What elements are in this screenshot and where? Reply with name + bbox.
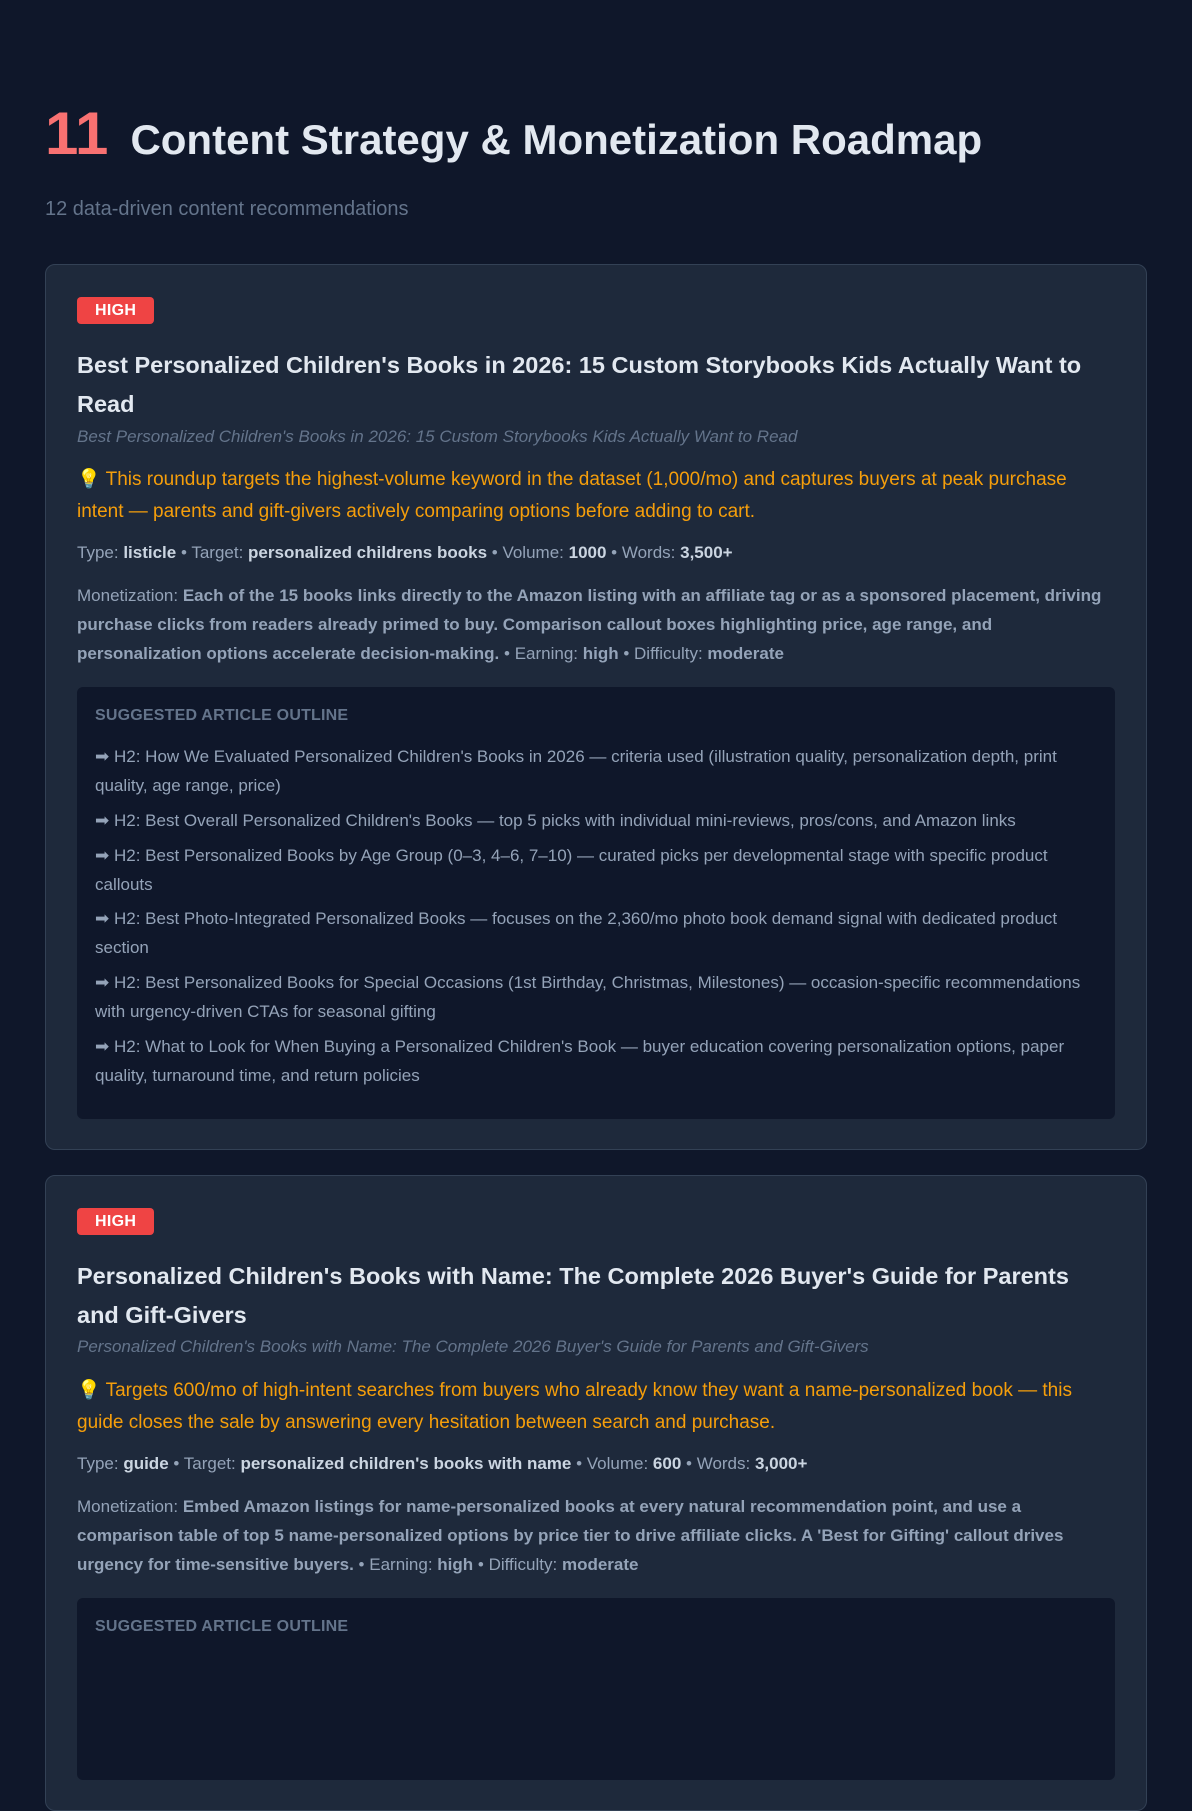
arrow-right-icon: ➡ (95, 1037, 110, 1057)
seo-title: Best Personalized Children's Books in 2026: 15 Custom Storybooks Kids Actually Want to Read (77, 426, 798, 446)
outline-item-text: H2: What to Look for When Buying a Personalized Children's Book — buyer education covering personalization options, paper quality, turnaround time, and return policies (95, 1037, 1065, 1085)
arrow-right-icon: ➡ (95, 747, 110, 767)
insight (77, 1375, 1115, 1438)
card-title: Best Personalized Children's Books in 2026: 15 Custom Storybooks Kids Actually Want to Read (77, 352, 1082, 417)
earning-label: Earning: (369, 1554, 438, 1574)
outline-item-text: H2: How We Evaluated Personalized Children's Books in 2026 — criteria used (illustration quality, personalization depth, print quality, age range, price) (95, 747, 1057, 795)
insight (77, 464, 1115, 527)
outline-item-text: H2: Best Photo-Integrated Personalized Books — focuses on the 2,360/mo photo book demand signal with dedicated product section (95, 909, 1058, 958)
outline-list (95, 743, 1097, 1091)
recommendation-card (45, 1175, 1147, 1811)
outline-item (95, 969, 1097, 1027)
type-label: Type: (77, 543, 124, 563)
outline-heading: SUGGESTED ARTICLE OUTLINE (95, 707, 349, 725)
recommendation-card (45, 264, 1147, 1150)
target-label: Target: (191, 543, 249, 563)
volume-value: 1000 (568, 543, 607, 563)
section-subtitle: 12 data-driven content recommendations (45, 198, 409, 220)
lightbulb-icon: 💡 (77, 469, 101, 491)
difficulty-label: Difficulty: (488, 1554, 562, 1574)
arrow-right-icon: ➡ (95, 810, 110, 830)
card-title: Personalized Children's Books with Name: The Complete 2026 Buyer's Guide for Parents and Gift-Givers (77, 1262, 1069, 1328)
separator: • (499, 644, 515, 664)
separator: • (618, 644, 635, 664)
volume-label: Volume: (502, 543, 569, 563)
section-header (45, 100, 1147, 167)
seo-title: Personalized Children's Books with Name: The Complete 2026 Buyer's Guide for Parents and Gift-Givers (77, 1337, 869, 1357)
difficulty-label: Difficulty: (634, 644, 708, 664)
outline-item (95, 842, 1097, 900)
separator: • (571, 1453, 587, 1473)
monetization-value: Each of the 15 books links directly to the Amazon listing with an affiliate tag or as a sponsored placement, driving purchase clicks from readers already primed to buy. Comparison callout boxes highlighting price, age range, and personalization options accelerate decision-making. (77, 586, 1102, 664)
meta-line (77, 539, 1115, 566)
arrow-right-icon: ➡ (95, 973, 110, 993)
arrow-right-icon: ➡ (95, 909, 110, 929)
outline-item-text: H2: Best Personalized Books for Special Occasions (1st Birthday, Christmas, Milestones) — occasion-specific recommendations with urgency-driven CTAs for seasonal gifting (95, 973, 1081, 1022)
type-value: listicle (123, 543, 177, 563)
section-title: Content Strategy & Monetization Roadmap (130, 116, 983, 163)
target-value: personalized childrens books (248, 543, 488, 563)
outline-item (95, 1033, 1097, 1091)
words-value: 3,000+ (754, 1453, 808, 1473)
monetization-label: Monetization: (77, 1497, 183, 1517)
outline-item (95, 743, 1097, 801)
recommendation-list (45, 264, 1147, 1811)
separator: • (473, 1554, 489, 1574)
separator: • (606, 543, 622, 563)
lightbulb-icon: 💡 (77, 1380, 101, 1402)
words-label: Words: (696, 1453, 755, 1473)
volume-value: 600 (652, 1453, 682, 1473)
meta-line (77, 1450, 1115, 1477)
priority-badge: HIGH (77, 297, 154, 324)
insight-text: Targets 600/mo of high-intent searches from buyers who already know they want a name-personalized book — this guide closes the sale by answering every hesitation between search and purchase. (77, 1380, 1072, 1433)
separator: • (487, 543, 503, 563)
separator: • (176, 543, 192, 563)
type-label: Type: (77, 1453, 124, 1473)
monetization-label: Monetization: (77, 586, 183, 606)
earning-value: high (582, 644, 619, 664)
separator: • (353, 1554, 370, 1574)
insight-text: This roundup targets the highest-volume keyword in the dataset (1,000/mo) and captures buyers at peak purchase intent — parents and gift-givers actively comparing options before adding to cart. (77, 469, 1067, 522)
outline-item-text: H2: Best Personalized Books by Age Group (0–3, 4–6, 7–10) — curated picks per developmental stage with specific product callouts (95, 845, 1048, 894)
outline-heading: SUGGESTED ARTICLE OUTLINE (95, 1617, 349, 1635)
monetization-value: Embed Amazon listings for name-personalized books at every natural recommendation point, and use a comparison table of top 5 name-personalized options by price tier to drive affiliate clicks. A 'Best for Gifting' callout drives urgency for time-sensitive buyers. (77, 1497, 1064, 1574)
difficulty-value: moderate (561, 1554, 639, 1574)
monetization-line (77, 1493, 1115, 1580)
words-value: 3,500+ (680, 543, 733, 563)
separator: • (168, 1453, 184, 1473)
outline-item (95, 807, 1097, 836)
target-value: personalized children's books with name (240, 1453, 572, 1473)
section-number: 11 (45, 100, 109, 167)
earning-label: Earning: (514, 644, 583, 664)
outline-item-text: H2: Best Overall Personalized Children's Books — top 5 picks with individual mini-reviews, pros/cons, and Amazon links (113, 810, 1016, 830)
words-label: Words: (621, 543, 681, 563)
priority-badge: HIGH (77, 1208, 154, 1235)
target-label: Target: (183, 1453, 241, 1473)
volume-label: Volume: (586, 1453, 653, 1473)
article-outline (77, 687, 1115, 1119)
outline-item (95, 905, 1097, 963)
monetization-line (77, 582, 1115, 669)
type-value: guide (123, 1453, 169, 1473)
separator: • (681, 1453, 697, 1473)
difficulty-value: moderate (707, 644, 784, 664)
arrow-right-icon: ➡ (95, 845, 110, 865)
article-outline (77, 1598, 1115, 1780)
earning-value: high (437, 1554, 474, 1574)
